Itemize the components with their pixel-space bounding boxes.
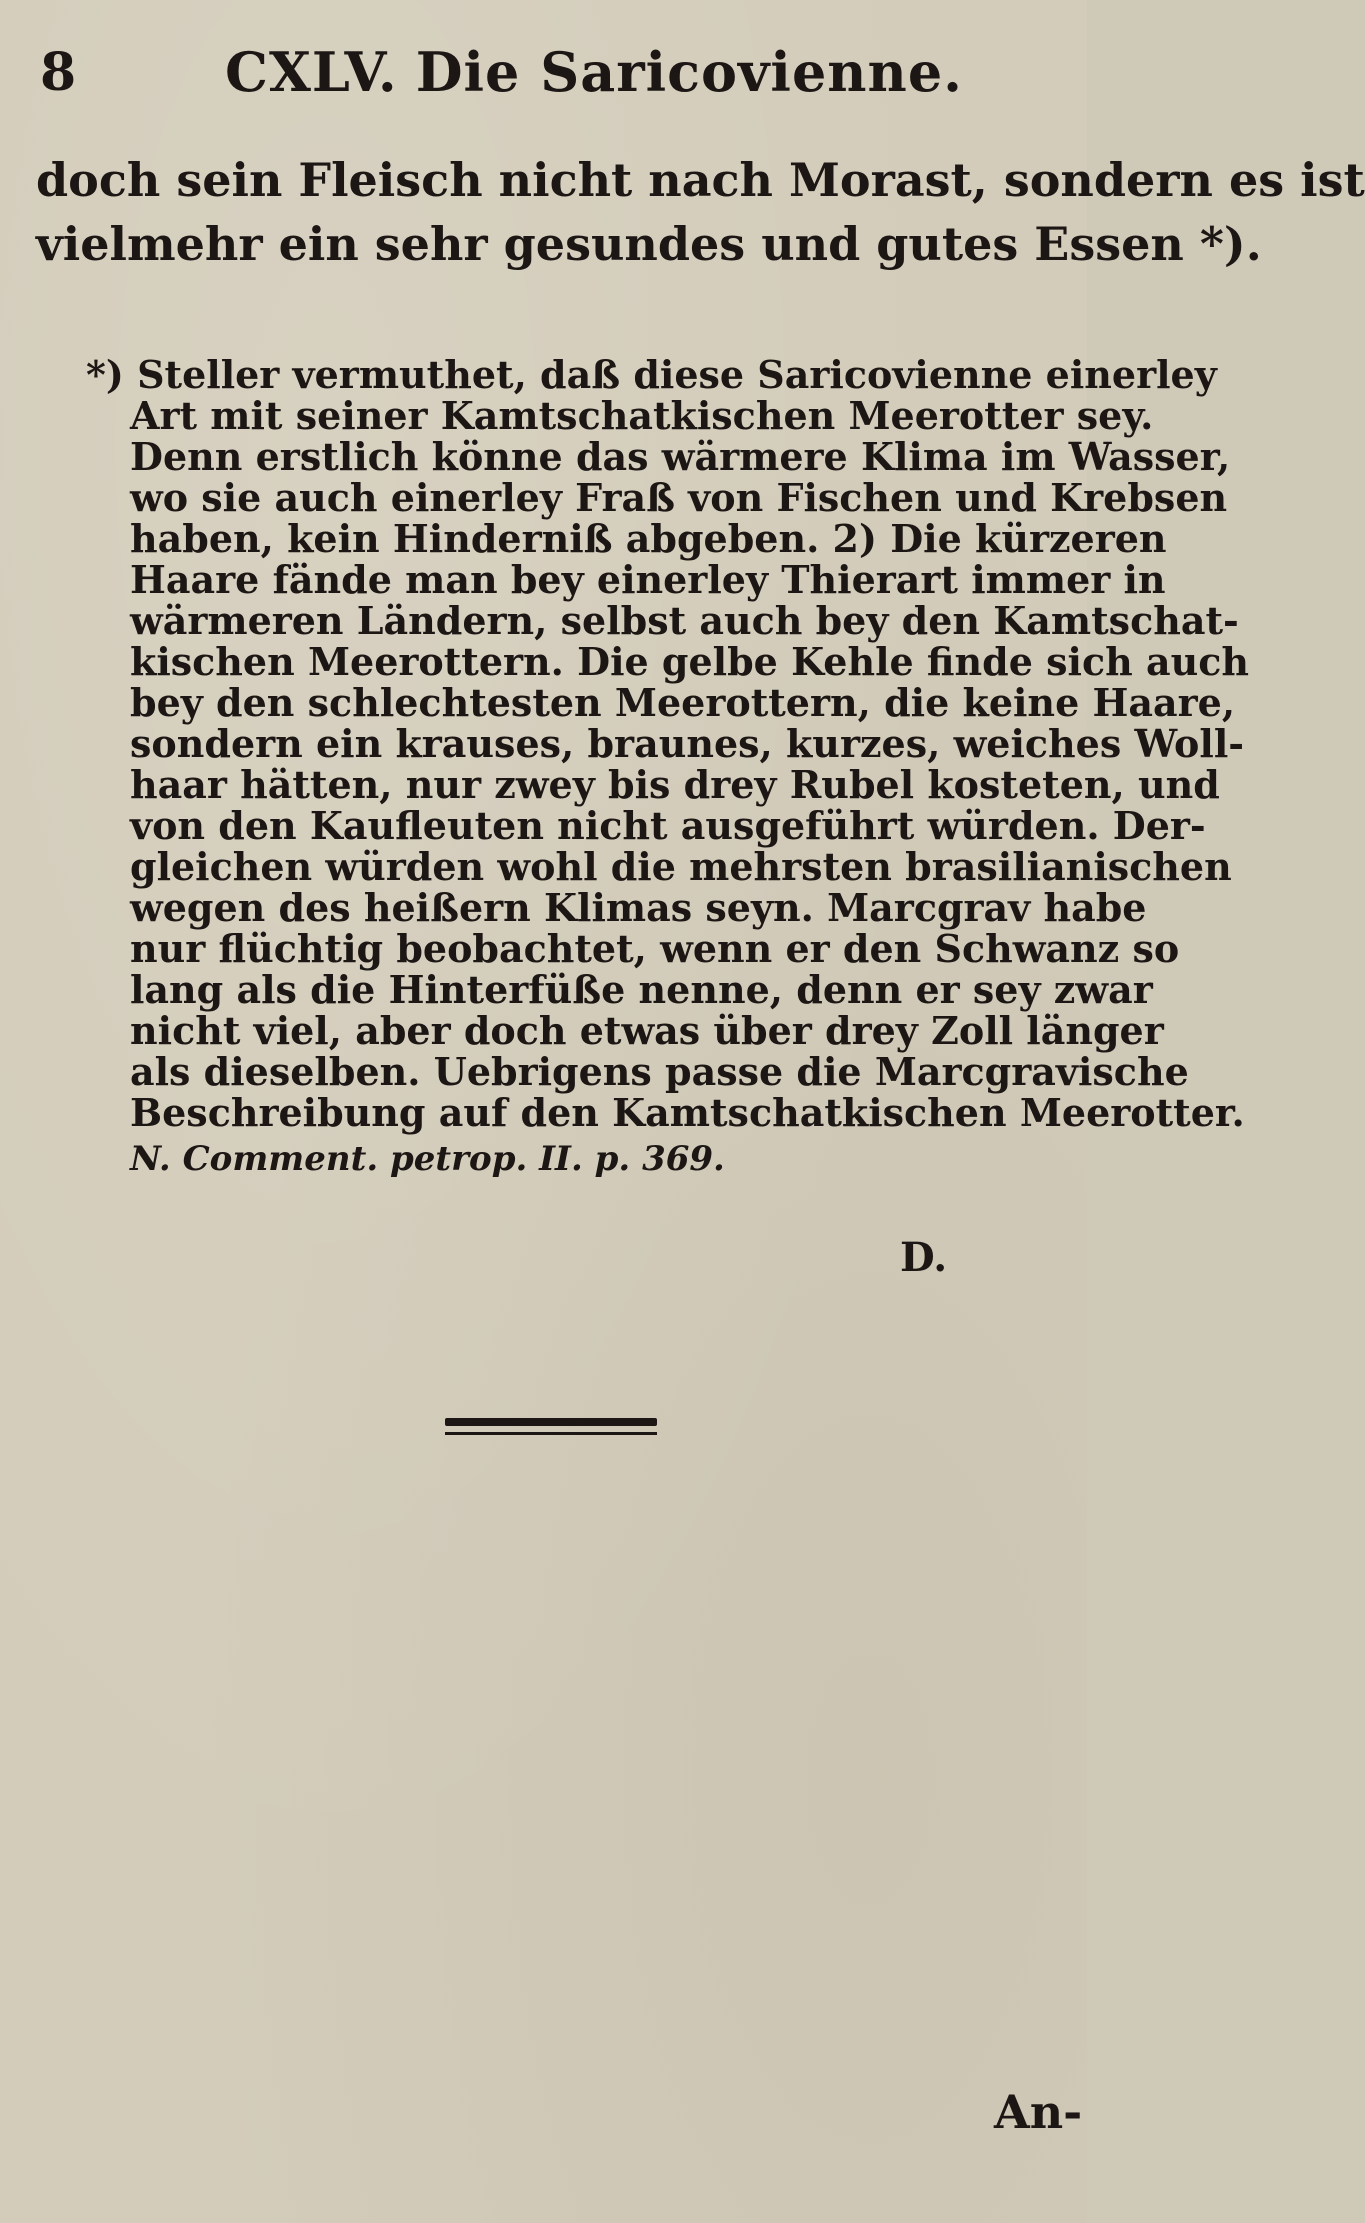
footnote-signature: D. bbox=[900, 1234, 948, 1281]
catchword: An- bbox=[994, 2085, 1083, 2139]
footnote-line: kischen Meerottern. Die gelbe Kehle finde sich auch bbox=[130, 639, 1249, 684]
footnote-line: nur flüchtig beobachtet, wenn er den Schwanz so bbox=[130, 926, 1180, 971]
footnote-line: wegen des heißern Klimas seyn. Marcgrav habe bbox=[130, 885, 1147, 930]
footnote-line: Beschreibung auf den Kamtschatkischen Meerotter. bbox=[130, 1090, 1245, 1135]
chapter-heading bbox=[225, 40, 963, 104]
chapter-number: CXLV. bbox=[225, 40, 398, 104]
text-line: doch sein Fleisch nicht nach Morast, sondern es ist bbox=[36, 153, 1365, 207]
footnote-line: als dieselben. Uebrigens passe die Marcgravische bbox=[130, 1049, 1189, 1094]
footnote bbox=[86, 352, 1249, 1183]
footnote-line: haar hätten, nur zwey bis drey Rubel kosteten, und bbox=[130, 762, 1220, 807]
footnote-line: *) Steller vermuthet, daß diese Saricovienne einerley bbox=[86, 352, 1217, 397]
chapter-title: Die Saricovienne. bbox=[415, 40, 963, 104]
footnote-line: bey den schlechtesten Meerottern, die keine Haare, bbox=[130, 680, 1236, 725]
main-text bbox=[36, 148, 1365, 276]
footnote-citation: N. Comment. petrop. II. p. 369. bbox=[130, 1139, 725, 1179]
text-line: vielmehr ein sehr gesundes und gutes Essen *). bbox=[36, 217, 1262, 271]
footnote-line: Haare fände man bey einerley Thierart immer in bbox=[130, 557, 1166, 602]
rule-thick-line bbox=[445, 1418, 657, 1426]
page-number: 8 bbox=[40, 42, 77, 103]
footnote-line: lang als die Hinterfüße nenne, denn er sey zwar bbox=[130, 967, 1153, 1012]
footnote-line: sondern ein krauses, braunes, kurzes, weiches Woll- bbox=[130, 721, 1245, 766]
footnote-line: nicht viel, aber doch etwas über drey Zoll länger bbox=[130, 1008, 1164, 1053]
section-rule bbox=[445, 1418, 657, 1435]
footnote-line: Denn erstlich könne das wärmere Klima im Wasser, bbox=[130, 434, 1231, 479]
footnote-line: wärmeren Ländern, selbst auch bey den Kamtschat- bbox=[130, 598, 1239, 643]
footnote-line: Art mit seiner Kamtschatkischen Meerotter sey. bbox=[130, 393, 1154, 438]
footnote-line: von den Kaufleuten nicht ausgeführt würden. Der- bbox=[130, 803, 1206, 848]
running-header bbox=[40, 34, 1040, 114]
rule-thin-line bbox=[445, 1432, 657, 1435]
footnote-line: gleichen würden wohl die mehrsten brasilianischen bbox=[130, 844, 1232, 889]
footnote-line: haben, kein Hinderniß abgeben. 2) Die kürzeren bbox=[130, 516, 1167, 561]
footnote-line: wo sie auch einerley Fraß von Fischen und Krebsen bbox=[130, 475, 1228, 520]
